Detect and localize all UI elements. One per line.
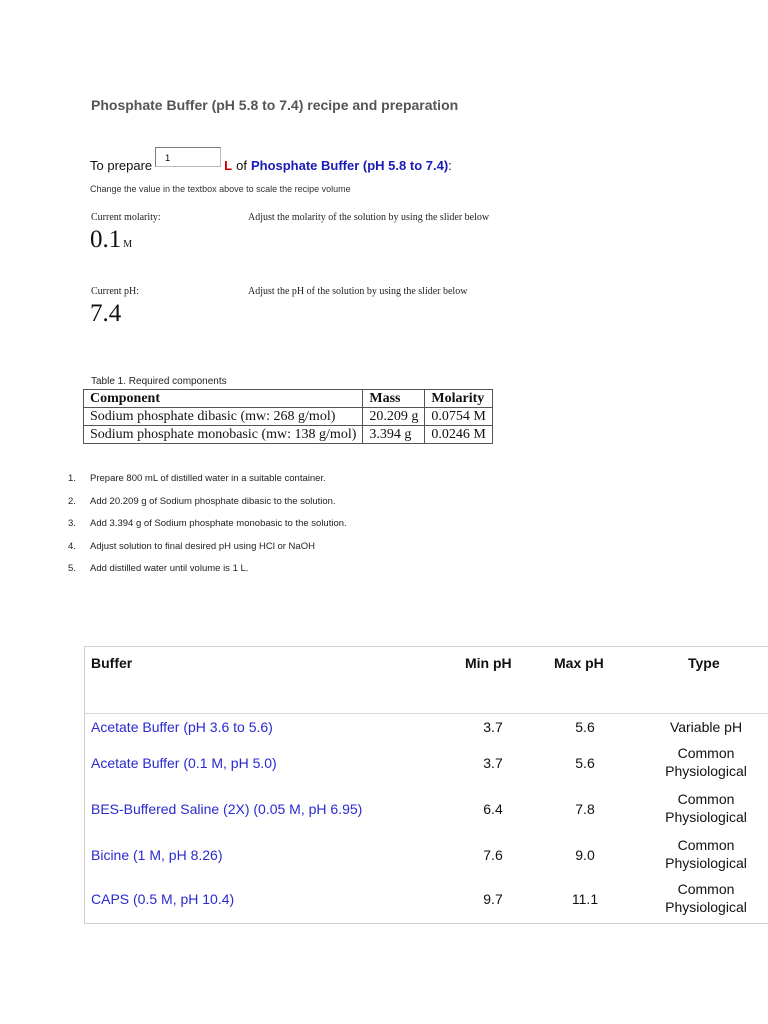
min-ph-cell: 3.7 xyxy=(483,755,503,771)
min-ph-cell: 7.6 xyxy=(483,847,503,863)
molarity-instruction: Adjust the molarity of the solution by using the slider below xyxy=(248,212,490,223)
molarity-label: Current molarity: xyxy=(91,212,161,223)
preparation-steps xyxy=(52,473,347,586)
max-ph-cell: 7.8 xyxy=(575,801,595,817)
min-ph-cell: 9.7 xyxy=(483,891,503,907)
max-ph-cell: 5.6 xyxy=(575,755,595,771)
step-text: Prepare 800 mL of distilled water in a suitable container. xyxy=(90,473,326,484)
ph-value: 7.4 xyxy=(90,300,122,327)
type-cell xyxy=(651,836,761,872)
type-cell xyxy=(651,744,761,780)
mass-header: Mass xyxy=(363,390,425,408)
colon: : xyxy=(448,158,452,173)
prepare-label: To prepare xyxy=(90,158,153,173)
prepare-line xyxy=(90,156,452,173)
components-header-row xyxy=(84,390,493,408)
table-row xyxy=(84,426,493,444)
step-number: 2. xyxy=(68,495,76,507)
type-line: Common xyxy=(677,881,735,897)
buffer-link[interactable]: Acetate Buffer (pH 3.6 to 5.6) xyxy=(91,719,273,735)
list-item xyxy=(52,518,347,541)
type-line: Physiological xyxy=(665,809,747,825)
buffer-header: Buffer xyxy=(91,655,133,671)
ph-label: Current pH: xyxy=(91,286,140,297)
ph-instruction: Adjust the pH of the solution by using the slider below xyxy=(248,286,468,297)
molarity-cell: 0.0246 M xyxy=(425,426,492,444)
type-line: Common xyxy=(677,745,735,761)
max-ph-header: Max pH xyxy=(554,655,604,671)
component-cell: Sodium phosphate monobasic (mw: 138 g/mol) xyxy=(84,426,363,444)
type-line: Physiological xyxy=(665,763,747,779)
volume-input[interactable] xyxy=(155,147,221,167)
list-item xyxy=(52,496,347,519)
min-ph-cell: 3.7 xyxy=(483,719,503,735)
type-line: Common xyxy=(677,791,735,807)
buffers-table-header xyxy=(85,647,768,714)
step-number: 1. xyxy=(68,473,76,484)
max-ph-cell: 9.0 xyxy=(575,847,595,863)
scale-hint: Change the value in the textbox above to scale the recipe volume xyxy=(90,184,351,194)
step-text: Add 20.209 g of Sodium phosphate dibasic to the solution. xyxy=(90,495,336,507)
mass-cell: 20.209 g xyxy=(363,408,425,426)
min-ph-cell: 6.4 xyxy=(483,801,503,817)
step-text: Add 3.394 g of Sodium phosphate monobasic to the solution. xyxy=(90,518,347,530)
page-title: Phosphate Buffer (pH 5.8 to 7.4) recipe and preparation xyxy=(91,97,459,113)
step-text: Adjust solution to final desired pH using HCl or NaOH xyxy=(90,540,315,552)
molarity-header: Molarity xyxy=(425,390,492,408)
max-ph-cell: 11.1 xyxy=(571,891,599,907)
table-row xyxy=(84,408,493,426)
type-line: Variable pH xyxy=(669,719,743,735)
molarity-number: 0.1 xyxy=(90,226,122,253)
type-line: Common xyxy=(677,837,735,853)
molarity-value xyxy=(90,226,132,254)
buffer-link[interactable]: CAPS (0.5 M, pH 10.4) xyxy=(91,891,235,907)
type-cell xyxy=(651,790,761,826)
step-number: 4. xyxy=(68,540,76,552)
min-ph-header: Min pH xyxy=(465,655,512,671)
component-header: Component xyxy=(84,390,363,408)
molarity-unit: M xyxy=(123,239,133,250)
table-row xyxy=(85,881,768,937)
step-text: Add distilled water until volume is 1 L. xyxy=(90,563,249,575)
component-cell: Sodium phosphate dibasic (mw: 268 g/mol) xyxy=(84,408,363,426)
buffer-link[interactable]: Bicine (1 M, pH 8.26) xyxy=(91,847,223,863)
molarity-cell: 0.0754 M xyxy=(425,408,492,426)
type-line: Physiological xyxy=(665,899,747,915)
volume-unit: L xyxy=(224,158,233,173)
type-header: Type xyxy=(688,655,720,671)
buffer-link[interactable]: Acetate Buffer (0.1 M, pH 5.0) xyxy=(91,755,277,771)
step-number: 5. xyxy=(68,563,76,575)
components-table-caption: Table 1. Required components xyxy=(91,376,227,387)
list-item xyxy=(52,473,347,496)
of-word: of xyxy=(236,158,247,173)
mass-cell: 3.394 g xyxy=(363,426,425,444)
type-cell xyxy=(651,718,761,736)
max-ph-cell: 5.6 xyxy=(575,719,595,735)
list-item xyxy=(52,541,347,564)
step-number: 3. xyxy=(68,518,76,530)
components-table xyxy=(83,389,493,444)
buffers-table xyxy=(84,646,768,924)
type-cell xyxy=(651,880,761,916)
buffer-name-link[interactable]: Phosphate Buffer (pH 5.8 to 7.4) xyxy=(250,158,449,173)
type-line: Physiological xyxy=(665,855,747,871)
list-item xyxy=(52,563,347,586)
buffer-link[interactable]: BES-Buffered Saline (2X) (0.05 M, pH 6.95) xyxy=(91,801,363,817)
